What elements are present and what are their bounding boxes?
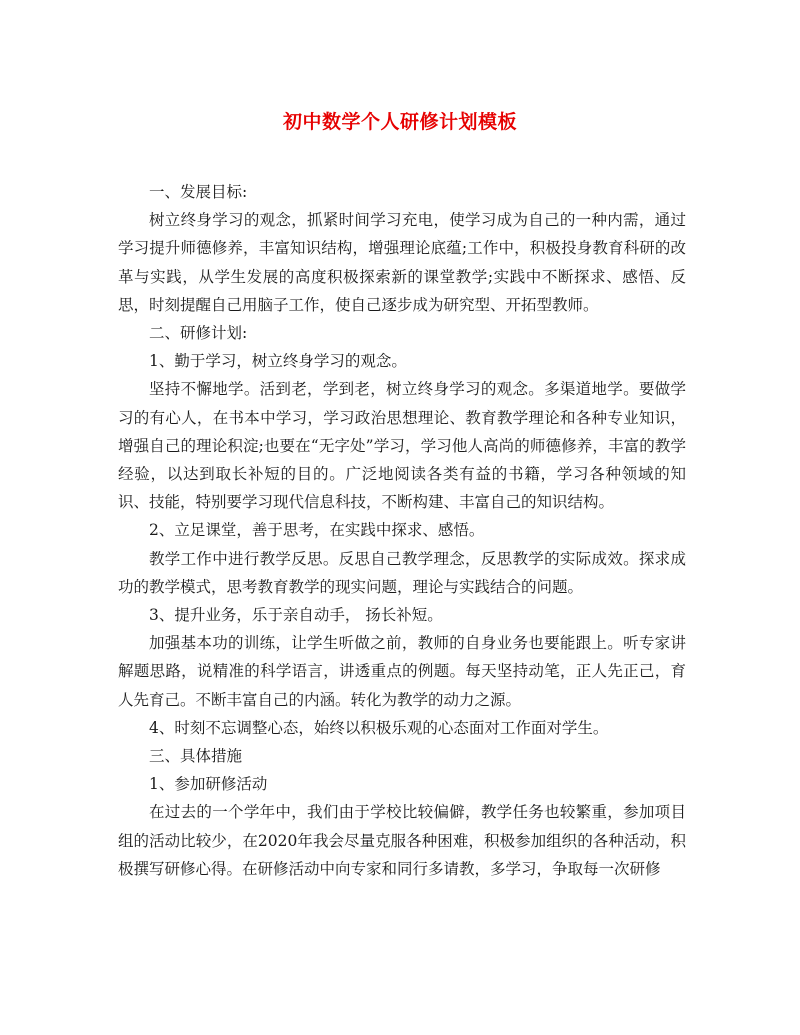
heading-specific-measures: 三、具体措施 (149, 747, 243, 766)
heading-study-plan: 二、研修计划: (149, 324, 248, 343)
document-body (118, 178, 686, 883)
subheading-plan-2: 2、立足课堂，善于思考，在实践中探求、感悟。 (149, 521, 485, 540)
paragraph-plan-3: 加强基本功的训练，让学生听做之前，教师的自身业务也要能跟上。听专家讲解题思路，说精准的科学语言，讲透重点的例题。每天坚持动笔，正人先正己，育人先育己。不断丰富自己的内涵。转化为教学的动力之源。 (118, 634, 686, 709)
paragraph-measure-1: 在过去的一个学年中，我们由于学校比较偏僻，教学任务也较繁重，参加项目组的活动比较少，在2020年我会尽量克服各种困难，积极参加组织的各种活动，积极撰写研修心得。在研修活动中向专家和同行多请教，多学习，争取每一次研修 (118, 803, 686, 878)
paragraph-plan-2: 教学工作中进行教学反思。反思自己教学理念，反思教学的实际成效。探求成功的教学模式，思考教育教学的现实问题，理论与实践结合的问题。 (118, 549, 686, 596)
document-title: 初中数学个人研修计划模板 (282, 111, 517, 133)
paragraph-plan-1: 坚持不懈地学。活到老，学到老，树立终身学习的观念。多渠道地学。要做学习的有心人，在书本中学习，学习政治思想理论、教育教学理论和各种专业知识，增强自己的理论积淀;也要在“无字处”学习，学习他人高尚的师德修养，丰富的教学经验，以达到取长补短的目的。广泛地阅读各类有益的书籍，学习各种领域的知识、技能，特别要学习现代信息科技，不断构建、丰富自己的知识结构。 (118, 380, 686, 512)
subheading-measure-1: 1、参加研修活动 (149, 775, 268, 794)
heading-development-goals: 一、发展目标: (149, 183, 248, 201)
subheading-plan-3: 3、提升业务，乐于亲自动手， 扬长补短。 (149, 606, 443, 625)
subheading-plan-4: 4、时刻不忘调整心态，始终以积极乐观的心态面对工作面对学生。 (149, 718, 609, 737)
subheading-plan-1: 1、勤于学习，树立终身学习的观念。 (149, 352, 407, 371)
paragraph-development-goals: 树立终身学习的观念，抓紧时间学习充电，使学习成为自己的一种内需，通过学习提升师德修养，丰富知识结构，增强理论底蕴;工作中，积极投身教育科研的改革与实践，从学生发展的高度积极探索新的课堂教学;实践中不断探求、感悟、反思，时刻提醒自己用脑子工作，使自己逐步成为研究型、开拓型教师。 (118, 211, 686, 314)
